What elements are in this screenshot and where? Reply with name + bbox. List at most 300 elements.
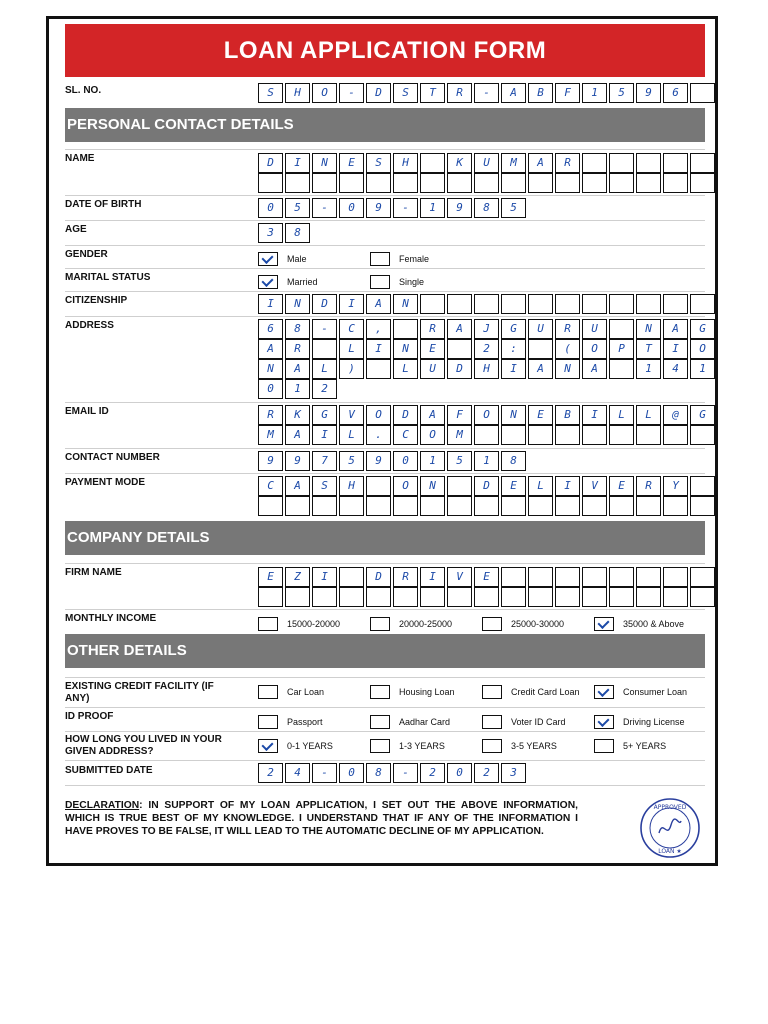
- char-box[interactable]: [285, 496, 310, 516]
- char-box[interactable]: E: [339, 153, 364, 173]
- char-box[interactable]: [501, 173, 526, 193]
- char-box[interactable]: -: [339, 83, 364, 103]
- char-box[interactable]: M: [501, 153, 526, 173]
- char-box[interactable]: E: [420, 339, 445, 359]
- income-label: MONTHLY INCOME: [65, 613, 157, 624]
- char-box[interactable]: [447, 173, 472, 193]
- char-box[interactable]: 2: [258, 763, 283, 783]
- char-box[interactable]: [690, 153, 715, 173]
- char-box[interactable]: [258, 587, 283, 607]
- char-box[interactable]: -: [312, 198, 337, 218]
- char-box[interactable]: O: [474, 405, 499, 425]
- char-box[interactable]: L: [528, 476, 553, 496]
- char-box[interactable]: S: [393, 83, 418, 103]
- char-box[interactable]: D: [474, 476, 499, 496]
- char-box[interactable]: A: [582, 359, 607, 379]
- char-box[interactable]: 5: [609, 83, 634, 103]
- char-box[interactable]: [501, 567, 526, 587]
- char-box[interactable]: N: [285, 294, 310, 314]
- char-box[interactable]: I: [285, 153, 310, 173]
- char-box[interactable]: S: [258, 83, 283, 103]
- char-box[interactable]: 4: [285, 763, 310, 783]
- char-box[interactable]: 9: [366, 198, 391, 218]
- checkbox-option[interactable]: [258, 715, 370, 729]
- checkbox-option[interactable]: [258, 275, 370, 289]
- char-box[interactable]: L: [312, 359, 337, 379]
- char-box[interactable]: R: [285, 339, 310, 359]
- char-box[interactable]: L: [339, 339, 364, 359]
- char-box[interactable]: V: [339, 405, 364, 425]
- char-box[interactable]: A: [366, 294, 391, 314]
- checkbox[interactable]: [258, 715, 278, 729]
- char-box[interactable]: [582, 294, 607, 314]
- char-box[interactable]: A: [420, 405, 445, 425]
- char-box[interactable]: [636, 425, 661, 445]
- char-box[interactable]: 0: [339, 763, 364, 783]
- char-box[interactable]: 8: [285, 319, 310, 339]
- checkbox-option[interactable]: [370, 685, 482, 699]
- checkbox-checked[interactable]: [258, 739, 278, 753]
- checkbox[interactable]: [370, 715, 390, 729]
- char-box[interactable]: A: [501, 83, 526, 103]
- char-box[interactable]: I: [663, 339, 688, 359]
- char-box[interactable]: R: [258, 405, 283, 425]
- char-box[interactable]: [609, 153, 634, 173]
- checkbox[interactable]: [482, 715, 502, 729]
- char-box[interactable]: 6: [663, 83, 688, 103]
- char-box[interactable]: [555, 587, 580, 607]
- checkbox-option[interactable]: [594, 617, 706, 631]
- char-box[interactable]: A: [285, 476, 310, 496]
- char-box[interactable]: O: [420, 425, 445, 445]
- char-box[interactable]: [258, 496, 283, 516]
- char-box[interactable]: [582, 425, 607, 445]
- checkbox[interactable]: [258, 685, 278, 699]
- char-box[interactable]: [636, 567, 661, 587]
- char-box[interactable]: [663, 173, 688, 193]
- char-box[interactable]: [366, 173, 391, 193]
- char-box[interactable]: 6: [258, 319, 283, 339]
- char-box[interactable]: N: [636, 319, 661, 339]
- char-box[interactable]: [366, 587, 391, 607]
- char-box[interactable]: [447, 476, 472, 496]
- char-box[interactable]: L: [609, 405, 634, 425]
- char-box[interactable]: [366, 496, 391, 516]
- char-box[interactable]: H: [474, 359, 499, 379]
- char-box[interactable]: [501, 587, 526, 607]
- char-box[interactable]: [528, 173, 553, 193]
- char-box[interactable]: K: [285, 405, 310, 425]
- char-box[interactable]: I: [366, 339, 391, 359]
- char-box[interactable]: [582, 567, 607, 587]
- char-box[interactable]: [609, 567, 634, 587]
- char-box[interactable]: [663, 153, 688, 173]
- char-box[interactable]: [636, 153, 661, 173]
- char-box[interactable]: [393, 173, 418, 193]
- char-box[interactable]: [447, 587, 472, 607]
- char-box[interactable]: F: [555, 83, 580, 103]
- char-box[interactable]: [609, 587, 634, 607]
- char-box[interactable]: S: [366, 153, 391, 173]
- char-box[interactable]: U: [582, 319, 607, 339]
- char-box[interactable]: [528, 567, 553, 587]
- char-box[interactable]: 2: [474, 339, 499, 359]
- char-box[interactable]: [339, 587, 364, 607]
- char-box[interactable]: 1: [420, 451, 445, 471]
- char-box[interactable]: D: [312, 294, 337, 314]
- checkbox-option[interactable]: [370, 275, 482, 289]
- checkbox-label: 35000 & Above: [623, 619, 685, 629]
- char-box[interactable]: [447, 496, 472, 516]
- char-box[interactable]: K: [447, 153, 472, 173]
- char-box[interactable]: A: [528, 153, 553, 173]
- char-box[interactable]: O: [393, 476, 418, 496]
- char-box[interactable]: T: [636, 339, 661, 359]
- char-box[interactable]: P: [609, 339, 634, 359]
- char-box[interactable]: (: [555, 339, 580, 359]
- char-box[interactable]: [582, 496, 607, 516]
- char-box[interactable]: O: [582, 339, 607, 359]
- char-box[interactable]: [339, 567, 364, 587]
- char-box[interactable]: G: [690, 405, 715, 425]
- char-box[interactable]: 3: [501, 763, 526, 783]
- char-box[interactable]: A: [258, 339, 283, 359]
- char-box[interactable]: 2: [420, 763, 445, 783]
- char-box[interactable]: U: [528, 319, 553, 339]
- char-box[interactable]: [609, 496, 634, 516]
- char-box[interactable]: J: [474, 319, 499, 339]
- char-box[interactable]: [285, 587, 310, 607]
- char-box[interactable]: [609, 425, 634, 445]
- char-box[interactable]: C: [258, 476, 283, 496]
- checkbox[interactable]: [482, 685, 502, 699]
- char-box[interactable]: [609, 173, 634, 193]
- checkbox-option[interactable]: [258, 685, 370, 699]
- char-box[interactable]: 4: [663, 359, 688, 379]
- char-box[interactable]: [393, 496, 418, 516]
- checkbox[interactable]: [258, 617, 278, 631]
- char-box[interactable]: @: [663, 405, 688, 425]
- char-box[interactable]: M: [447, 425, 472, 445]
- char-box[interactable]: R: [393, 567, 418, 587]
- char-box[interactable]: [690, 425, 715, 445]
- char-box[interactable]: 1: [420, 198, 445, 218]
- char-box[interactable]: R: [420, 319, 445, 339]
- checkbox[interactable]: [370, 252, 390, 266]
- char-box[interactable]: M: [258, 425, 283, 445]
- char-box[interactable]: D: [366, 83, 391, 103]
- char-box[interactable]: N: [420, 476, 445, 496]
- char-box[interactable]: N: [501, 405, 526, 425]
- char-box[interactable]: [636, 496, 661, 516]
- char-box[interactable]: E: [501, 476, 526, 496]
- char-box[interactable]: [501, 294, 526, 314]
- checkbox-option[interactable]: [482, 685, 594, 699]
- char-box[interactable]: [312, 173, 337, 193]
- char-box[interactable]: [474, 587, 499, 607]
- char-box[interactable]: [663, 587, 688, 607]
- checkbox[interactable]: [370, 685, 390, 699]
- checkbox-option[interactable]: [594, 739, 706, 753]
- char-box[interactable]: [690, 83, 715, 103]
- checkbox-option[interactable]: [482, 715, 594, 729]
- char-box[interactable]: [312, 496, 337, 516]
- char-box[interactable]: V: [582, 476, 607, 496]
- char-box[interactable]: N: [393, 294, 418, 314]
- checkbox-checked[interactable]: [594, 685, 614, 699]
- char-box[interactable]: H: [285, 83, 310, 103]
- char-box[interactable]: E: [609, 476, 634, 496]
- char-box[interactable]: L: [636, 405, 661, 425]
- checkbox-option[interactable]: [482, 739, 594, 753]
- char-box[interactable]: 2: [474, 763, 499, 783]
- char-box[interactable]: [447, 339, 472, 359]
- char-box[interactable]: G: [501, 319, 526, 339]
- char-box[interactable]: [690, 587, 715, 607]
- char-box[interactable]: [636, 173, 661, 193]
- char-box[interactable]: N: [258, 359, 283, 379]
- char-box[interactable]: [690, 173, 715, 193]
- char-box[interactable]: [582, 587, 607, 607]
- char-box[interactable]: 5: [501, 198, 526, 218]
- char-box[interactable]: [609, 359, 634, 379]
- char-box[interactable]: E: [474, 567, 499, 587]
- char-box[interactable]: Z: [285, 567, 310, 587]
- char-box[interactable]: Y: [663, 476, 688, 496]
- char-box[interactable]: A: [663, 319, 688, 339]
- char-box[interactable]: [393, 319, 418, 339]
- char-box[interactable]: [582, 173, 607, 193]
- char-box[interactable]: [690, 567, 715, 587]
- char-box[interactable]: [501, 425, 526, 445]
- char-row: [258, 153, 717, 173]
- checkbox[interactable]: [370, 275, 390, 289]
- char-box[interactable]: I: [420, 567, 445, 587]
- char-box[interactable]: 0: [393, 451, 418, 471]
- char-box[interactable]: -: [312, 319, 337, 339]
- checkbox[interactable]: [370, 739, 390, 753]
- char-box[interactable]: [393, 587, 418, 607]
- char-box[interactable]: [420, 153, 445, 173]
- char-box[interactable]: H: [393, 153, 418, 173]
- char-box[interactable]: O: [690, 339, 715, 359]
- char-box[interactable]: [285, 173, 310, 193]
- char-box[interactable]: C: [339, 319, 364, 339]
- char-box[interactable]: [582, 153, 607, 173]
- char-box[interactable]: N: [555, 359, 580, 379]
- char-box[interactable]: I: [501, 359, 526, 379]
- checkbox[interactable]: [370, 617, 390, 631]
- char-box[interactable]: [528, 587, 553, 607]
- char-box[interactable]: D: [366, 567, 391, 587]
- char-box[interactable]: [339, 496, 364, 516]
- char-box[interactable]: -: [393, 198, 418, 218]
- char-box[interactable]: G: [690, 319, 715, 339]
- char-box[interactable]: L: [393, 359, 418, 379]
- char-box[interactable]: N: [312, 153, 337, 173]
- char-box[interactable]: .: [366, 425, 391, 445]
- char-box[interactable]: -: [474, 83, 499, 103]
- checkbox-checked[interactable]: [594, 715, 614, 729]
- char-box[interactable]: C: [393, 425, 418, 445]
- char-box[interactable]: 2: [312, 379, 337, 399]
- char-box[interactable]: 8: [501, 451, 526, 471]
- char-box[interactable]: I: [312, 425, 337, 445]
- char-box[interactable]: 9: [366, 451, 391, 471]
- char-box[interactable]: B: [555, 405, 580, 425]
- char-box[interactable]: E: [528, 405, 553, 425]
- char-box[interactable]: T: [420, 83, 445, 103]
- char-box[interactable]: [663, 294, 688, 314]
- char-box[interactable]: D: [258, 153, 283, 173]
- char-box[interactable]: H: [339, 476, 364, 496]
- char-box[interactable]: [258, 173, 283, 193]
- checkbox-checked[interactable]: [594, 617, 614, 631]
- char-box[interactable]: A: [528, 359, 553, 379]
- char-box[interactable]: ): [339, 359, 364, 379]
- char-box[interactable]: [663, 567, 688, 587]
- checkbox-checked[interactable]: [258, 252, 278, 266]
- char-box[interactable]: [555, 425, 580, 445]
- char-box[interactable]: 5: [285, 198, 310, 218]
- char-box[interactable]: E: [258, 567, 283, 587]
- char-box[interactable]: N: [393, 339, 418, 359]
- checkbox-option[interactable]: [370, 715, 482, 729]
- char-box[interactable]: [555, 294, 580, 314]
- char-box[interactable]: [663, 425, 688, 445]
- char-box[interactable]: [690, 294, 715, 314]
- checkbox-option[interactable]: [370, 617, 482, 631]
- char-box[interactable]: R: [555, 153, 580, 173]
- char-box[interactable]: A: [285, 425, 310, 445]
- char-box[interactable]: A: [285, 359, 310, 379]
- char-box[interactable]: I: [555, 476, 580, 496]
- char-box[interactable]: 9: [636, 83, 661, 103]
- checkbox[interactable]: [482, 739, 502, 753]
- char-box[interactable]: -: [312, 763, 337, 783]
- checkbox-option[interactable]: [258, 252, 370, 266]
- char-box[interactable]: 8: [285, 223, 310, 243]
- char-box[interactable]: U: [474, 153, 499, 173]
- char-box[interactable]: D: [393, 405, 418, 425]
- char-box[interactable]: O: [366, 405, 391, 425]
- char-box[interactable]: 8: [474, 198, 499, 218]
- checkbox-checked[interactable]: [258, 275, 278, 289]
- checkbox[interactable]: [482, 617, 502, 631]
- char-box[interactable]: R: [555, 319, 580, 339]
- char-box[interactable]: [474, 294, 499, 314]
- char-box[interactable]: B: [528, 83, 553, 103]
- char-box[interactable]: [528, 425, 553, 445]
- char-box[interactable]: ,: [366, 319, 391, 339]
- char-box[interactable]: A: [447, 319, 472, 339]
- char-box[interactable]: I: [312, 567, 337, 587]
- char-box[interactable]: [420, 294, 445, 314]
- char-box[interactable]: 8: [366, 763, 391, 783]
- char-box[interactable]: 0: [258, 198, 283, 218]
- char-box[interactable]: U: [420, 359, 445, 379]
- char-box[interactable]: [528, 496, 553, 516]
- checkbox-option[interactable]: [482, 617, 594, 631]
- char-box[interactable]: [339, 173, 364, 193]
- char-box[interactable]: 3: [258, 223, 283, 243]
- char-box[interactable]: [528, 294, 553, 314]
- char-box[interactable]: [447, 294, 472, 314]
- idproof-options: [258, 715, 706, 729]
- char-box[interactable]: 5: [447, 451, 472, 471]
- char-box[interactable]: [366, 359, 391, 379]
- char-box[interactable]: F: [447, 405, 472, 425]
- checkbox-option[interactable]: [258, 739, 370, 753]
- checkbox-option[interactable]: [594, 685, 706, 699]
- char-box[interactable]: S: [312, 476, 337, 496]
- char-box[interactable]: [555, 173, 580, 193]
- checkbox-option[interactable]: [258, 617, 370, 631]
- char-box[interactable]: 0: [258, 379, 283, 399]
- char-box[interactable]: :: [501, 339, 526, 359]
- char-box[interactable]: [609, 319, 634, 339]
- char-box[interactable]: [690, 496, 715, 516]
- char-box[interactable]: [555, 496, 580, 516]
- char-box[interactable]: D: [447, 359, 472, 379]
- char-box[interactable]: 1: [636, 359, 661, 379]
- char-box[interactable]: [555, 567, 580, 587]
- char-box[interactable]: [690, 476, 715, 496]
- char-box[interactable]: [420, 496, 445, 516]
- char-box[interactable]: O: [312, 83, 337, 103]
- char-box[interactable]: 7: [312, 451, 337, 471]
- char-box[interactable]: 1: [285, 379, 310, 399]
- char-box[interactable]: 1: [474, 451, 499, 471]
- char-box[interactable]: [366, 476, 391, 496]
- char-box[interactable]: V: [447, 567, 472, 587]
- char-box[interactable]: 0: [339, 198, 364, 218]
- char-box[interactable]: 1: [582, 83, 607, 103]
- char-box[interactable]: G: [312, 405, 337, 425]
- char-box[interactable]: 1: [690, 359, 715, 379]
- char-box[interactable]: [420, 173, 445, 193]
- char-box[interactable]: [501, 496, 526, 516]
- char-box[interactable]: [528, 339, 553, 359]
- char-box[interactable]: 9: [285, 451, 310, 471]
- char-box[interactable]: 9: [447, 198, 472, 218]
- char-box[interactable]: [663, 496, 688, 516]
- checkbox-option[interactable]: [370, 252, 482, 266]
- char-box[interactable]: 5: [339, 451, 364, 471]
- char-box[interactable]: I: [258, 294, 283, 314]
- char-box[interactable]: [420, 587, 445, 607]
- checkbox-option[interactable]: [370, 739, 482, 753]
- char-box[interactable]: I: [582, 405, 607, 425]
- char-box[interactable]: [474, 173, 499, 193]
- char-box[interactable]: [636, 587, 661, 607]
- char-box[interactable]: [312, 587, 337, 607]
- char-box[interactable]: [636, 294, 661, 314]
- char-box[interactable]: [474, 425, 499, 445]
- char-box[interactable]: R: [636, 476, 661, 496]
- char-box[interactable]: L: [339, 425, 364, 445]
- checkbox[interactable]: [594, 739, 614, 753]
- char-box[interactable]: 0: [447, 763, 472, 783]
- char-box[interactable]: [609, 294, 634, 314]
- char-box[interactable]: 9: [258, 451, 283, 471]
- char-box[interactable]: I: [339, 294, 364, 314]
- char-box[interactable]: R: [447, 83, 472, 103]
- char-box[interactable]: [312, 339, 337, 359]
- char-box[interactable]: -: [393, 763, 418, 783]
- checkbox-option[interactable]: [594, 715, 706, 729]
- char-box[interactable]: [474, 496, 499, 516]
